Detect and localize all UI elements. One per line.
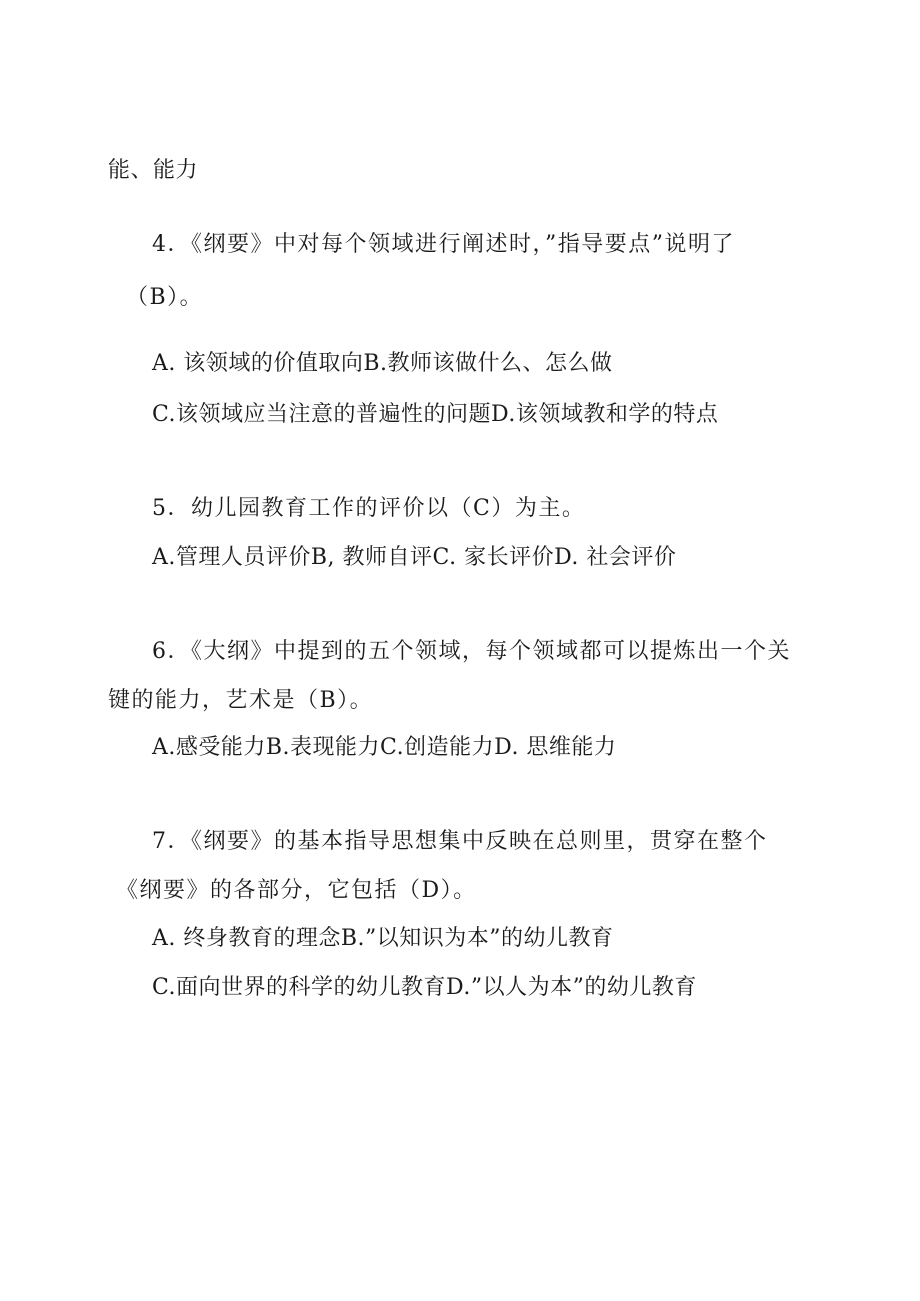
continuation-text: 能、能力 bbox=[108, 158, 199, 183]
question-4-options-line1: A. 该领域的价值取向B.教师该做什么、怎么做 bbox=[152, 351, 613, 376]
question-6-stem-line1 bbox=[152, 637, 791, 667]
question-4-options-line2: C.该领域应当注意的普遍性的问题D.该领域教和学的特点 bbox=[152, 402, 719, 427]
question-number: 6 bbox=[152, 639, 168, 664]
question-text: ．《大纲》中提到的五个领域，每个领域都可以提炼出一个关 bbox=[167, 639, 792, 664]
question-4-stem-line1 bbox=[152, 230, 735, 260]
question-6-stem-line2: 键的能力，艺术是（B）。 bbox=[108, 688, 374, 713]
question-number: 7 bbox=[152, 829, 168, 854]
question-6-options-line1: A.感受能力B.表现能力C.创造能力D. 思维能力 bbox=[152, 735, 617, 760]
question-text: ．《纲要》的基本指导思想集中反映在总则里，贯穿在整个 bbox=[167, 829, 768, 854]
question-5-options-line1: A.管理人员评价B, 教师自评C. 家长评价D. 社会评价 bbox=[152, 545, 677, 570]
question-7-stem-line1 bbox=[152, 827, 768, 857]
question-7-stem-line2: 《纲要》的各部分，它包括（D）。 bbox=[116, 878, 477, 903]
question-7-options-line2: C.面向世界的科学的幼儿教育D.”以人为本”的幼儿教育 bbox=[152, 975, 697, 1000]
question-text: ．《纲要》中对每个领域进行阐述时，”指导要点”说明了 bbox=[167, 232, 735, 257]
question-number: 4 bbox=[152, 232, 168, 257]
question-7-options-line1: A. 终身教育的理念B.”以知识为本”的幼儿教育 bbox=[152, 926, 614, 951]
question-5-stem-line1 bbox=[152, 494, 585, 524]
question-text: ．幼儿园教育工作的评价以（C）为主。 bbox=[167, 496, 586, 521]
question-number: 5 bbox=[152, 496, 168, 521]
question-4-stem-line2: （B）。 bbox=[126, 285, 204, 310]
